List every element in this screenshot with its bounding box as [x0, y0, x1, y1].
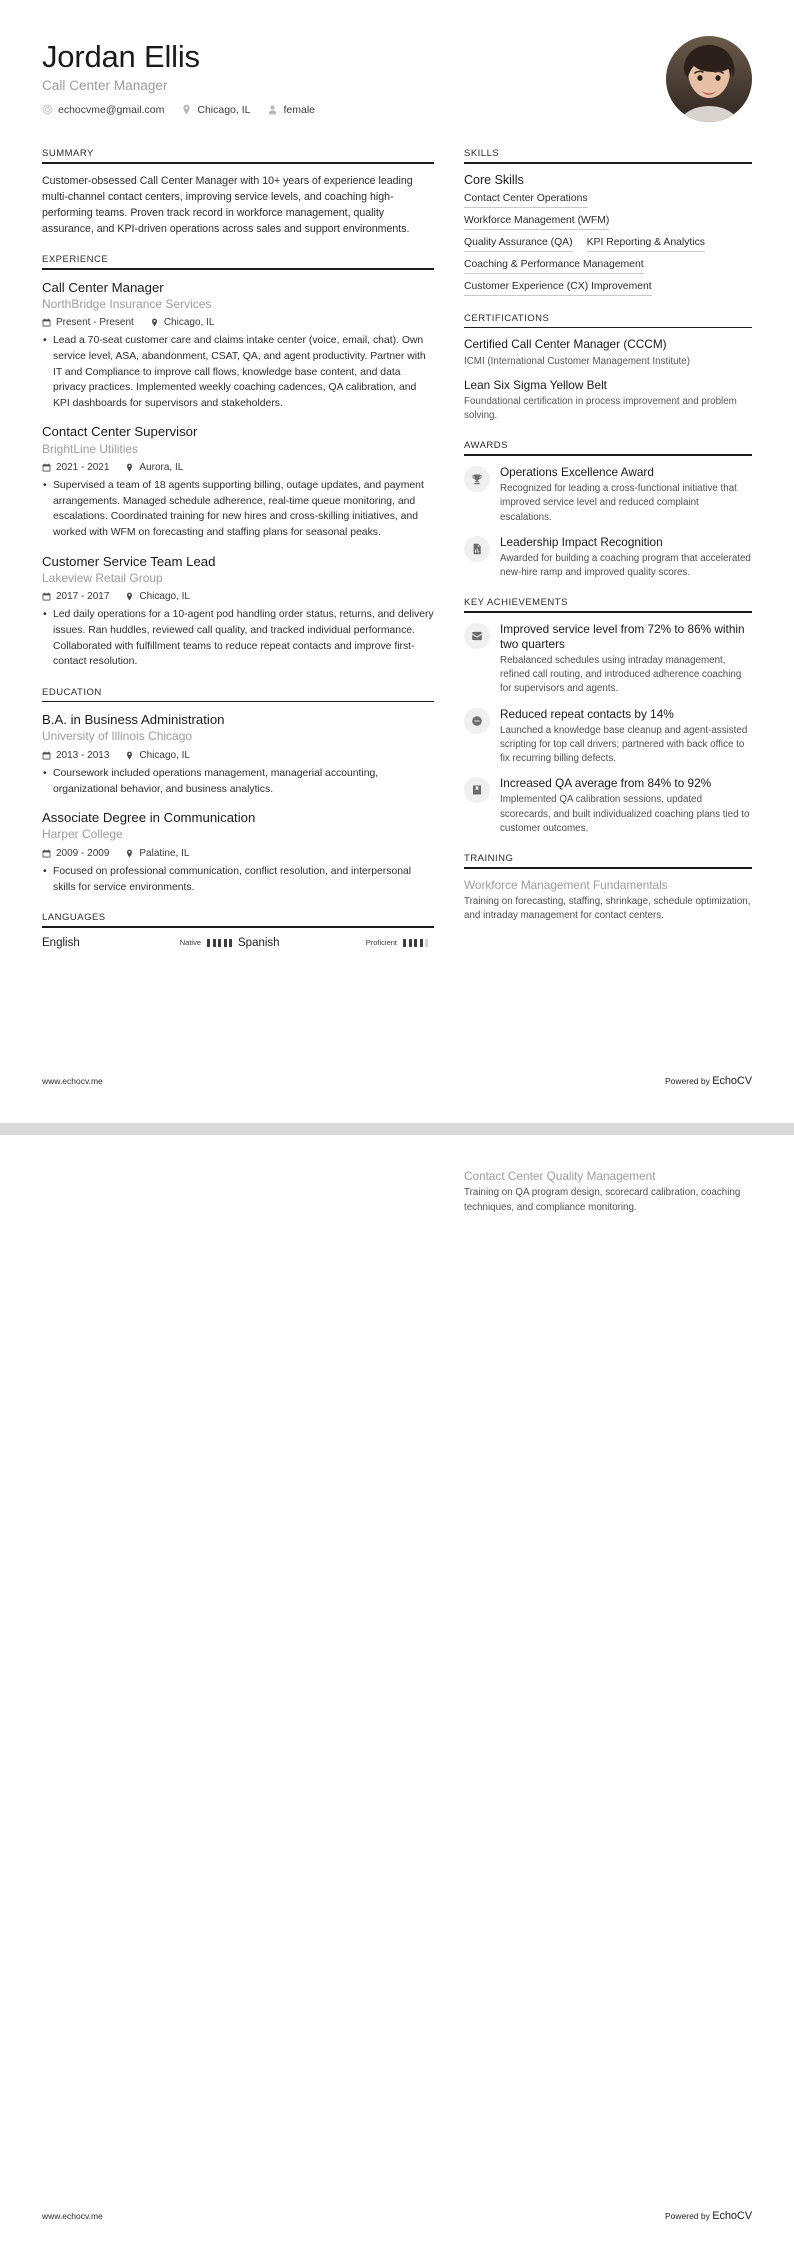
experience-bullets — [42, 478, 434, 540]
experience-dates-text: 2021 - 2021 — [56, 462, 110, 474]
footer-powered-by — [665, 1075, 752, 1087]
education-entry — [42, 809, 434, 895]
education-school: Harper College — [42, 827, 123, 842]
location-pin-icon — [125, 463, 134, 472]
experience-location-text: Chicago, IL — [163, 317, 215, 329]
skill-item: Customer Experience (CX) Improvement — [464, 281, 652, 296]
language-name: Spanish — [238, 936, 280, 949]
education-location — [125, 848, 189, 859]
experience-entry — [42, 553, 434, 670]
section-title-experience: EXPERIENCE — [42, 253, 109, 265]
language-item — [42, 937, 238, 949]
bookmark-icon — [464, 777, 490, 803]
section-training-continued — [464, 1169, 752, 1215]
experience-title: Customer Service Team Lead — [42, 553, 216, 569]
training-item — [464, 878, 752, 924]
document-chart-icon — [464, 536, 490, 562]
experience-bullets — [42, 333, 434, 411]
experience-dates — [42, 462, 109, 473]
language-dots — [207, 939, 232, 947]
education-school: University of Illinois Chicago — [42, 729, 193, 744]
calendar-icon — [42, 463, 51, 472]
skill-row — [464, 215, 752, 230]
experience-dates — [42, 317, 134, 328]
experience-bullets — [42, 607, 434, 669]
footer-brand: EchoCV — [712, 1075, 752, 1087]
section-skills — [464, 148, 752, 296]
avatar-image — [666, 36, 752, 122]
training-name: Workforce Management Fundamentals — [464, 877, 668, 892]
language-level: Proficient — [365, 938, 397, 948]
certification-item — [464, 337, 752, 369]
experience-location-text: Aurora, IL — [139, 462, 184, 474]
section-certifications — [464, 313, 752, 424]
experience-location — [125, 462, 183, 473]
page-footer — [42, 2210, 752, 2222]
summary-text: Customer-obsessed Call Center Manager with 10+ years of experience leading multi-channel contact centers, improving service levels, and coaching high-performing teams. Proven track record in workforce management, quality assurance, and KPI-driven operations across sales and support environments. — [42, 174, 413, 235]
avatar — [666, 36, 752, 122]
experience-meta — [42, 462, 434, 473]
language-dots — [403, 939, 428, 947]
content-columns-page2 — [42, 1169, 752, 1232]
rating-dot — [229, 939, 232, 947]
bullet-item: • Focused on professional communication, conflict resolution, and interpersonal skills for service environments. — [42, 864, 434, 895]
award-body — [500, 465, 752, 525]
contact-email[interactable] — [42, 104, 164, 116]
certification-name: Lean Six Sigma Yellow Belt — [464, 377, 607, 392]
experience-dates-text: 2017 - 2017 — [56, 591, 110, 603]
footer-url[interactable]: www.echocv.me — [42, 2211, 103, 2221]
education-dates — [42, 750, 109, 761]
left-column — [42, 148, 434, 966]
rating-dot — [409, 939, 412, 947]
achievement-item — [464, 707, 752, 767]
job-title-subtitle: Call Center Manager — [42, 77, 168, 93]
training-description: Training on QA program design, scorecard calibration, coaching techniques, and compliance monitoring. — [464, 1187, 741, 1213]
achievement-item — [464, 622, 752, 697]
education-entry — [42, 711, 434, 797]
section-divider — [464, 162, 752, 164]
footer-url[interactable]: www.echocv.me — [42, 1076, 103, 1086]
contact-location — [181, 104, 250, 116]
language-name: English — [42, 936, 80, 949]
education-meta — [42, 750, 434, 761]
section-title-summary: SUMMARY — [42, 148, 94, 159]
footer-powered-prefix: Powered by — [664, 2211, 713, 2221]
section-awards — [464, 440, 752, 580]
education-location-text: Palatine, IL — [139, 848, 190, 860]
training-description: Training on forecasting, staffing, shrinkage, schedule optimization, and intraday management for contact centers. — [464, 895, 751, 922]
page-separator — [0, 1123, 794, 1135]
education-bullets — [42, 766, 434, 797]
training-item — [464, 1169, 752, 1215]
experience-dates — [42, 591, 109, 602]
skill-item: Contact Center Operations — [464, 193, 588, 208]
achievement-description: Launched a knowledge base cleanup and agent-assisted scripting for top call drivers; partnered with back office to fix recurring billing defects. — [500, 724, 748, 765]
award-body — [500, 535, 752, 581]
award-title: Operations Excellence Award — [500, 465, 654, 480]
calendar-icon — [42, 592, 51, 601]
rating-dot — [218, 939, 221, 947]
rating-dot — [224, 939, 227, 947]
section-title-education: EDUCATION — [42, 686, 102, 698]
language-rating — [366, 938, 428, 947]
education-dates-text: 2009 - 2009 — [56, 848, 110, 860]
experience-title: Contact Center Supervisor — [42, 424, 198, 440]
award-item — [464, 535, 752, 581]
languages-list — [42, 937, 434, 949]
skill-item: KPI Reporting & Analytics — [587, 237, 705, 252]
section-title-key-achievements: KEY ACHIEVEMENTS — [464, 597, 568, 609]
education-meta — [42, 848, 434, 859]
contact-list — [42, 104, 315, 116]
education-bullets — [42, 864, 434, 895]
envelope-icon — [464, 623, 490, 649]
education-degree: B.A. in Business Administration — [42, 712, 225, 728]
experience-organization: BrightLine Utilities — [42, 441, 139, 456]
certification-issuer: ICMI (International Customer Management Institute) — [464, 355, 690, 367]
bullet-item: • Led daily operations for a 10-agent pod handling order status, returns, and delivery issues. Ran huddles, reviewed call quality, and tracked individual performance. Collaborated with fulfillment teams to reduce repeat contacts and improve first-contact resolution. — [42, 607, 434, 669]
section-divider — [464, 611, 752, 613]
achievement-description: Implemented QA calibration sessions, updated scorecards, and built individualized coaching plans tied to customer outcomes. — [500, 794, 750, 834]
section-title-certifications: CERTIFICATIONS — [464, 312, 550, 324]
language-item — [238, 937, 434, 949]
location-pin-icon — [125, 751, 134, 760]
education-location-text: Chicago, IL — [139, 750, 190, 762]
certification-name: Certified Call Center Manager (CCCM) — [464, 337, 667, 352]
section-languages — [42, 912, 434, 949]
experience-organization: Lakeview Retail Group — [42, 570, 163, 585]
contact-gender-text: female — [283, 103, 315, 116]
experience-dates-text: Present - Present — [56, 317, 134, 329]
calendar-icon — [42, 751, 51, 760]
skill-group-name: Core Skills — [464, 172, 524, 187]
section-title-training: TRAINING — [464, 853, 514, 865]
training-name: Contact Center Quality Management — [464, 1169, 656, 1183]
resume-header — [42, 34, 752, 122]
contact-location-text: Chicago, IL — [197, 103, 251, 116]
skills-list — [464, 193, 752, 296]
experience-location-text: Chicago, IL — [139, 591, 190, 603]
skill-row — [464, 259, 752, 274]
experience-meta — [42, 317, 434, 328]
section-divider — [42, 162, 434, 164]
section-education — [42, 687, 434, 896]
experience-meta — [42, 591, 434, 602]
achievement-body — [500, 776, 752, 836]
contact-gender — [267, 104, 315, 116]
achievement-title: Improved service level from 72% to 86% within two quarters — [500, 621, 745, 651]
location-pin-icon — [150, 318, 159, 327]
page-title: Jordan Ellis — [42, 39, 200, 74]
right-column-page2 — [464, 1169, 752, 1232]
footer-powered-by — [665, 2210, 752, 2222]
trophy-icon — [464, 466, 490, 492]
education-dates — [42, 848, 109, 859]
award-description: Recognized for leading a cross-functional initiative that improved service level and reduced complaint escalations. — [500, 483, 737, 523]
section-training — [464, 853, 752, 923]
content-columns — [42, 148, 752, 966]
right-column — [464, 148, 752, 940]
award-description: Awarded for building a coaching program that accelerated new-hire ramp and improved quality scores. — [500, 552, 751, 579]
rating-dot-empty — [425, 939, 428, 947]
section-divider — [464, 327, 752, 329]
achievement-title: Increased QA average from 84% to 92% — [500, 776, 712, 791]
calendar-icon — [42, 849, 51, 858]
contact-email-text: echocvme@gmail.com — [58, 103, 165, 116]
education-dates-text: 2013 - 2013 — [56, 750, 110, 762]
education-degree: Associate Degree in Communication — [42, 810, 256, 826]
footer-powered-prefix: Powered by — [664, 1076, 713, 1086]
achievement-description: Rebalanced schedules using intraday management, refined call routing, and introduced adherence coaching for supervisors and agents. — [500, 655, 742, 695]
experience-location — [125, 591, 190, 602]
section-divider — [42, 701, 434, 703]
education-location — [125, 750, 190, 761]
award-title: Leadership Impact Recognition — [500, 534, 663, 549]
skill-row — [464, 237, 752, 252]
page-footer — [42, 1075, 752, 1087]
skill-item: Workforce Management (WFM) — [464, 215, 609, 230]
rating-dot — [414, 939, 417, 947]
section-divider — [464, 454, 752, 456]
rating-dot — [420, 939, 423, 947]
location-pin-icon — [125, 849, 134, 858]
achievement-body — [500, 622, 752, 697]
section-summary — [42, 148, 434, 237]
bullet-item: • Coursework included operations management, managerial accounting, organizational behavior, and business analytics. — [42, 766, 434, 797]
bullet-item: • Supervised a team of 18 agents supporting billing, outage updates, and payment arrangements. Managed schedule adherence, real-time queue monitoring, and escalations. Coordinated training for new hires and cross-skilling initiatives, and worked with WFM on forecasting and staffing plans for seasonal peaks. — [42, 478, 434, 540]
location-pin-icon — [181, 104, 192, 115]
experience-entry — [42, 279, 434, 412]
email-icon — [42, 104, 53, 115]
skill-item: Coaching & Performance Management — [464, 259, 644, 274]
section-title-awards: AWARDS — [464, 440, 508, 452]
certification-item — [464, 378, 752, 424]
section-divider — [42, 926, 434, 928]
achievement-item — [464, 776, 752, 836]
language-rating — [180, 938, 232, 947]
language-level: Native — [179, 938, 201, 948]
rating-dot — [207, 939, 210, 947]
section-title-skills: SKILLS — [464, 148, 500, 159]
achievement-body — [500, 707, 752, 767]
experience-organization: NorthBridge Insurance Services — [42, 296, 212, 311]
skill-item: Quality Assurance (QA) — [464, 237, 573, 252]
experience-title: Call Center Manager — [42, 279, 164, 295]
resume-page-2 — [0, 1135, 794, 2258]
footer-brand: EchoCV — [712, 2210, 752, 2222]
award-item — [464, 465, 752, 525]
achievement-title: Reduced repeat contacts by 14% — [500, 706, 674, 721]
rating-dot — [213, 939, 216, 947]
resume-page-1 — [0, 0, 794, 1123]
calendar-icon — [42, 318, 51, 327]
section-key-achievements — [464, 597, 752, 836]
header-text-block — [42, 34, 315, 116]
bullet-item: • Lead a 70-seat customer care and claims intake center (voice, email, chat). Own service level, ASA, abandonment, CSAT, QA, and agent productivity. Partner with IT and Compliance to improve call flows, knowledge base content, and data privacy practices. Implemented weekly coaching cadences, QA calibration, and KPI dashboards for supervisors and stakeholders. — [42, 333, 434, 411]
experience-location — [150, 317, 215, 328]
chat-dots-icon — [464, 708, 490, 734]
skill-row — [464, 281, 752, 296]
certification-issuer: Foundational certification in process improvement and problem solving. — [464, 396, 737, 422]
experience-entry — [42, 423, 434, 540]
section-divider — [464, 867, 752, 869]
section-title-languages: LANGUAGES — [42, 912, 106, 924]
section-experience — [42, 254, 434, 670]
location-pin-icon — [125, 592, 134, 601]
person-icon — [267, 104, 278, 115]
rating-dot — [403, 939, 406, 947]
section-divider — [42, 268, 434, 270]
skill-row — [464, 193, 752, 208]
